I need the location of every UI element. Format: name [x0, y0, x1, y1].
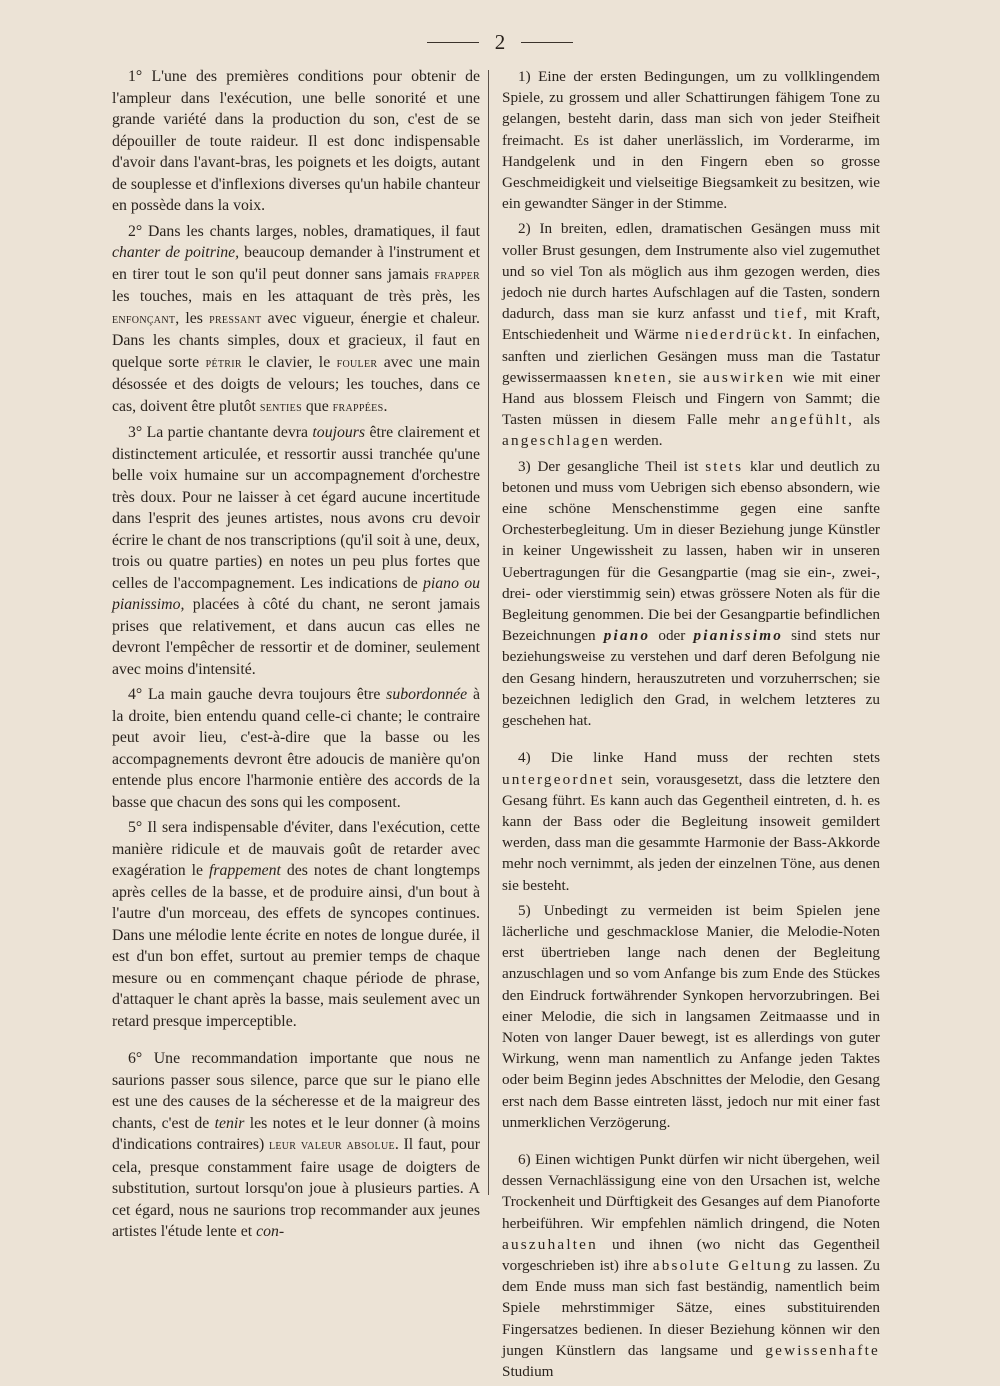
german-paragraph-5: 5) Unbedingt zu vermeiden ist beim Spielen jene lächerliche und geschmacklose Manier, die Melodie-Noten erst übertrieben lange nach denen der Begleitung anzuschlagen und so vom Anfange bis zum Ende des Stückes den Eindruck fortwährender Synkopen hervorzubringen. Bei einer Melodie, die sich in langsamen Zeitmaasse und in Noten von langer Dauer bewegt, ist es allerdings von guter Wirkung, wenn man namentlich zu Anfange jeden Taktes oder beim Beginn jedes Abschnittes der Melodie, den Gesang erst nach dem Basse eintreten lässt, jedoch nur mit einer fast unmerklichen Verzögerung. [502, 901, 880, 1131]
header-rule-right [521, 42, 573, 43]
german-paragraph-3: 3) Der gesangliche Theil ist stets klar und deutlich zu betonen und muss vom Uebrigen sich ebenso absondern, wie eine schöne Menschenstimme gegen eine sanfte Orchesterbegleitung. Um in dieser Beziehung junge Künstler in keiner Ungewissheit zu lassen, haben wir in unseren Uebertragungen für die Gesangpartie (mag sie ein-, zwei-, drei- oder vierstimmig sein) etwas grössere Noten als für die Begleitung genommen. Die bei der Gesangpartie befindlichen Bezeichnungen piano oder pianissimo sind stets nur beziehungsweise zu verstehen und darf deren Befolgung nie den Gesang hindern, herauszutreten und vorzuherrschen; sie bezeichnen lediglich den Grad, in welchem letzteres zu geschehen hat. [502, 457, 881, 730]
column-divider [488, 70, 489, 1195]
french-paragraph-4: 4° La main gauche devra toujours être subordonnée à la droite, bien entendu quand celle-ci chante; le contraire peut avoir lieu, c'est-à-dire que la basse ou les accompagnements devront être adoucis de manière qu'on entende plus encore l'harmonie entière des accords de la basse que chacun des sons qui les composent. [112, 686, 480, 811]
header-rule-left [427, 42, 479, 43]
page-header [0, 30, 1000, 54]
german-column [502, 66, 880, 1386]
german-paragraph-6: 6) Einen wichtigen Punkt dürfen wir nicht übergehen, weil dessen Vernachlässigung eine von den Ursachen ist, welche Trockenheit und Dürftigkeit des Gesanges auf dem Pianoforte herbeiführen. Wir empfehlen nämlich dringend, die Noten auszuhalten und ihnen (wo nicht das Gegentheil vorgeschrieben ist) ihre absolute Geltung zu lassen. Zu dem Ende muss man sich fast beständig, namentlich beim Spiele mehrstimmiger Sätze, eines substituirenden Fingersatzes bedienen. In dieser Beziehung können wir den jungen Künstlern das langsame und gewissenhafte Studium [502, 1150, 881, 1380]
french-paragraph-6: 6° Une recommandation importante que nous ne saurions passer sous silence, parce que sur le piano elle est une des causes de la sécheresse et de la maigreur des chants, c'est de tenir les notes et le leur donner (à moins d'indications contraires) leur valeur absolue. Il faut, pour cela, presque constamment faire usage de doigters de substitution, surtout lorsqu'on joue à plusieurs parties. A cet égard, nous ne saurions trop recommander aux jeunes artistes l'étude lente et con- [112, 1050, 481, 1240]
german-paragraph-4: 4) Die linke Hand muss der rechten stets untergeordnet sein, vorausgesetzt, dass die letztere den Gesang führt. Es kann auch das Gegentheil eintreten, d. h. es kann der Bass oder die Begleitung insoweit gemildert werden, dass man die gesammte Harmonie der Bass-Akkorde mehr noch vernimmt, als jeden der einzelnen Töne, aus denen sie besteht. [502, 749, 880, 894]
german-paragraph-2: 2) In breiten, edlen, dramatischen Gesängen muss mit voller Brust gesungen, dem Instrumente also viel zugemuthet und so viel Ton als möglich aus ihm gezogen werden, dies jedoch nie durch hartes Aufschlagen auf die Tasten, sondern dadurch, dass man sie kurz anfasst und tief, mit Kraft, Entschiedenheit und Wärme niederdrückt. In einfachen, sanften und zierlichen Gesängen muss man die Tastatur gewissermaassen kneten, sie auswirken wie mit einer Hand aus blossem Fleisch und Fingern von Sammt; die Tasten müssen in diesem Falle mehr angefühlt, als angeschlagen werden. [502, 220, 881, 450]
french-paragraph-2: 2° Dans les chants larges, nobles, dramatiques, il faut chanter de poitrine, beaucoup demander à l'instrument et en tirer tout le son qu'il peut donner sans jamais frapper les touches, mais en les attaquant de très près, les enfonçant, les pressant avec vigueur, énergie et chaleur. Dans les chants simples, doux et gracieux, il faut en quelque sorte pétrir le clavier, le fouler avec une main désossée et des doigts de velours; les touches, dans ce cas, doivent être plutôt senties que frappées. [112, 222, 480, 415]
german-paragraph-1: 1) Eine der ersten Bedingungen, um zu vollklingendem Spiele, zu grossem und aller Schattirungen fähigem Tone zu gelangen, besteht darin, dass man sich von jeder Steifheit freimacht. Es ist daher unerlässlich, im Vorderarme, im Handgelenk und in den Fingern eben so grosse Geschmeidigkeit und vielseitige Biegsamkeit zu besitzen, wie ein gewandter Sänger in der Stimme. [502, 68, 880, 213]
french-paragraph-3: 3° La partie chantante devra toujours être clairement et distinctement articulée, et ressortir aussi tranchée qu'une belle voix humaine sur un accompagnement d'orchestre très doux. Pour ne laisser à cet égard aucune incertitude dans l'esprit des jeunes artistes, nous avons cru devoir écrire le chant de nos transcriptions (qu'il soit à une, deux, trois ou quatre parties) en notes un peu plus fortes que celles de l'accompagnement. Les indications de piano ou pianissimo, placées à côté du chant, ne seront jamais prises que relativement, et dans aucun cas elles ne devront l'empêcher de ressortir et de dominer, seulement avec moins d'intensité. [112, 424, 481, 678]
french-column [112, 66, 480, 1247]
french-paragraph-1: 1° L'une des premières conditions pour obtenir de l'ampleur dans l'exécution, une belle sonorité et une grande variété dans la production du son, c'est de se dépouiller de toute raideur. Il est donc indispensable d'avoir dans l'avant-bras, les poignets et les doigts, autant de souplesse et d'inflexions diverses qu'un habile chanteur en possède dans la voix. [112, 68, 480, 214]
french-paragraph-5: 5° Il sera indispensable d'éviter, dans l'exécution, cette manière ridicule et de mauvais goût de retarder avec exagération le frappement des notes de chant longtemps après celles de la basse, et de produire ainsi, d'un bout à l'autre d'un morceau, des effets de syncopes continues. Dans une mélodie lente écrite en notes de longue durée, il est d'un bon effet, surtout au premier temps de chaque mesure ou en commençant chaque période de phrase, d'attaquer le chant après la basse, mais seulement avec un retard presque imperceptible. [112, 819, 480, 1030]
page-number: 2 [494, 29, 506, 54]
